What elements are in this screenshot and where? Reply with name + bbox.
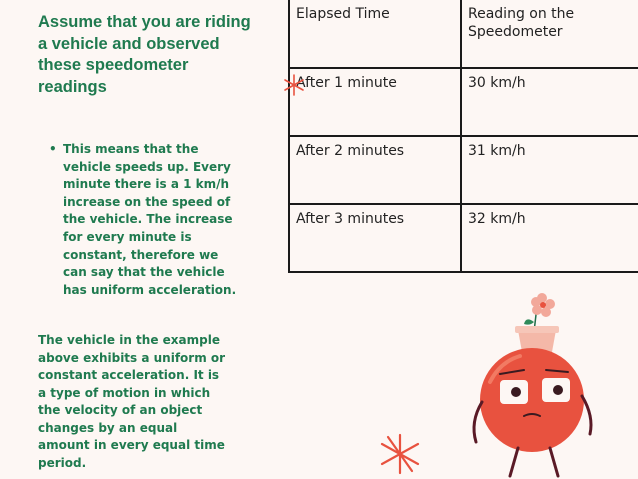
table-header-row (289, 0, 638, 68)
bullet-text: This means that the vehicle speeds up. Every minute there is a 1 km/h increase on the speed of the vehicle. The increase for every minute is constant, therefore we can say that the vehicle has uniform acceleration. (63, 142, 237, 297)
asterisk-icon (378, 432, 422, 476)
table-cell: After 2 minutes (289, 136, 461, 204)
table-cell: 30 km/h (461, 68, 638, 136)
tomato-character-illustration (460, 292, 600, 479)
summary-paragraph: The vehicle in the example above exhibits a uniform or constant acceleration. It is a type of motion in which the velocity of an object changes by an equal amount in every equal time period. (38, 333, 226, 470)
table-cell: 32 km/h (461, 204, 638, 272)
bullet-list (38, 141, 238, 299)
table-header-cell: Reading on the Speedometer (461, 0, 638, 68)
table-row (289, 136, 638, 204)
speedometer-table (288, 0, 638, 273)
bullet-item (38, 141, 238, 299)
slide-heading: Assume that you are riding a vehicle and observed these speedometer readings (38, 13, 251, 96)
table-cell: 31 km/h (461, 136, 638, 204)
bullet-dot-icon: • (49, 142, 57, 156)
table-cell: After 3 minutes (289, 204, 461, 272)
asterisk-icon (283, 73, 305, 97)
table-cell: After 1 minute (289, 68, 461, 136)
table-header-cell: Elapsed Time (289, 0, 461, 68)
table-row (289, 68, 638, 136)
table-row (289, 204, 638, 272)
